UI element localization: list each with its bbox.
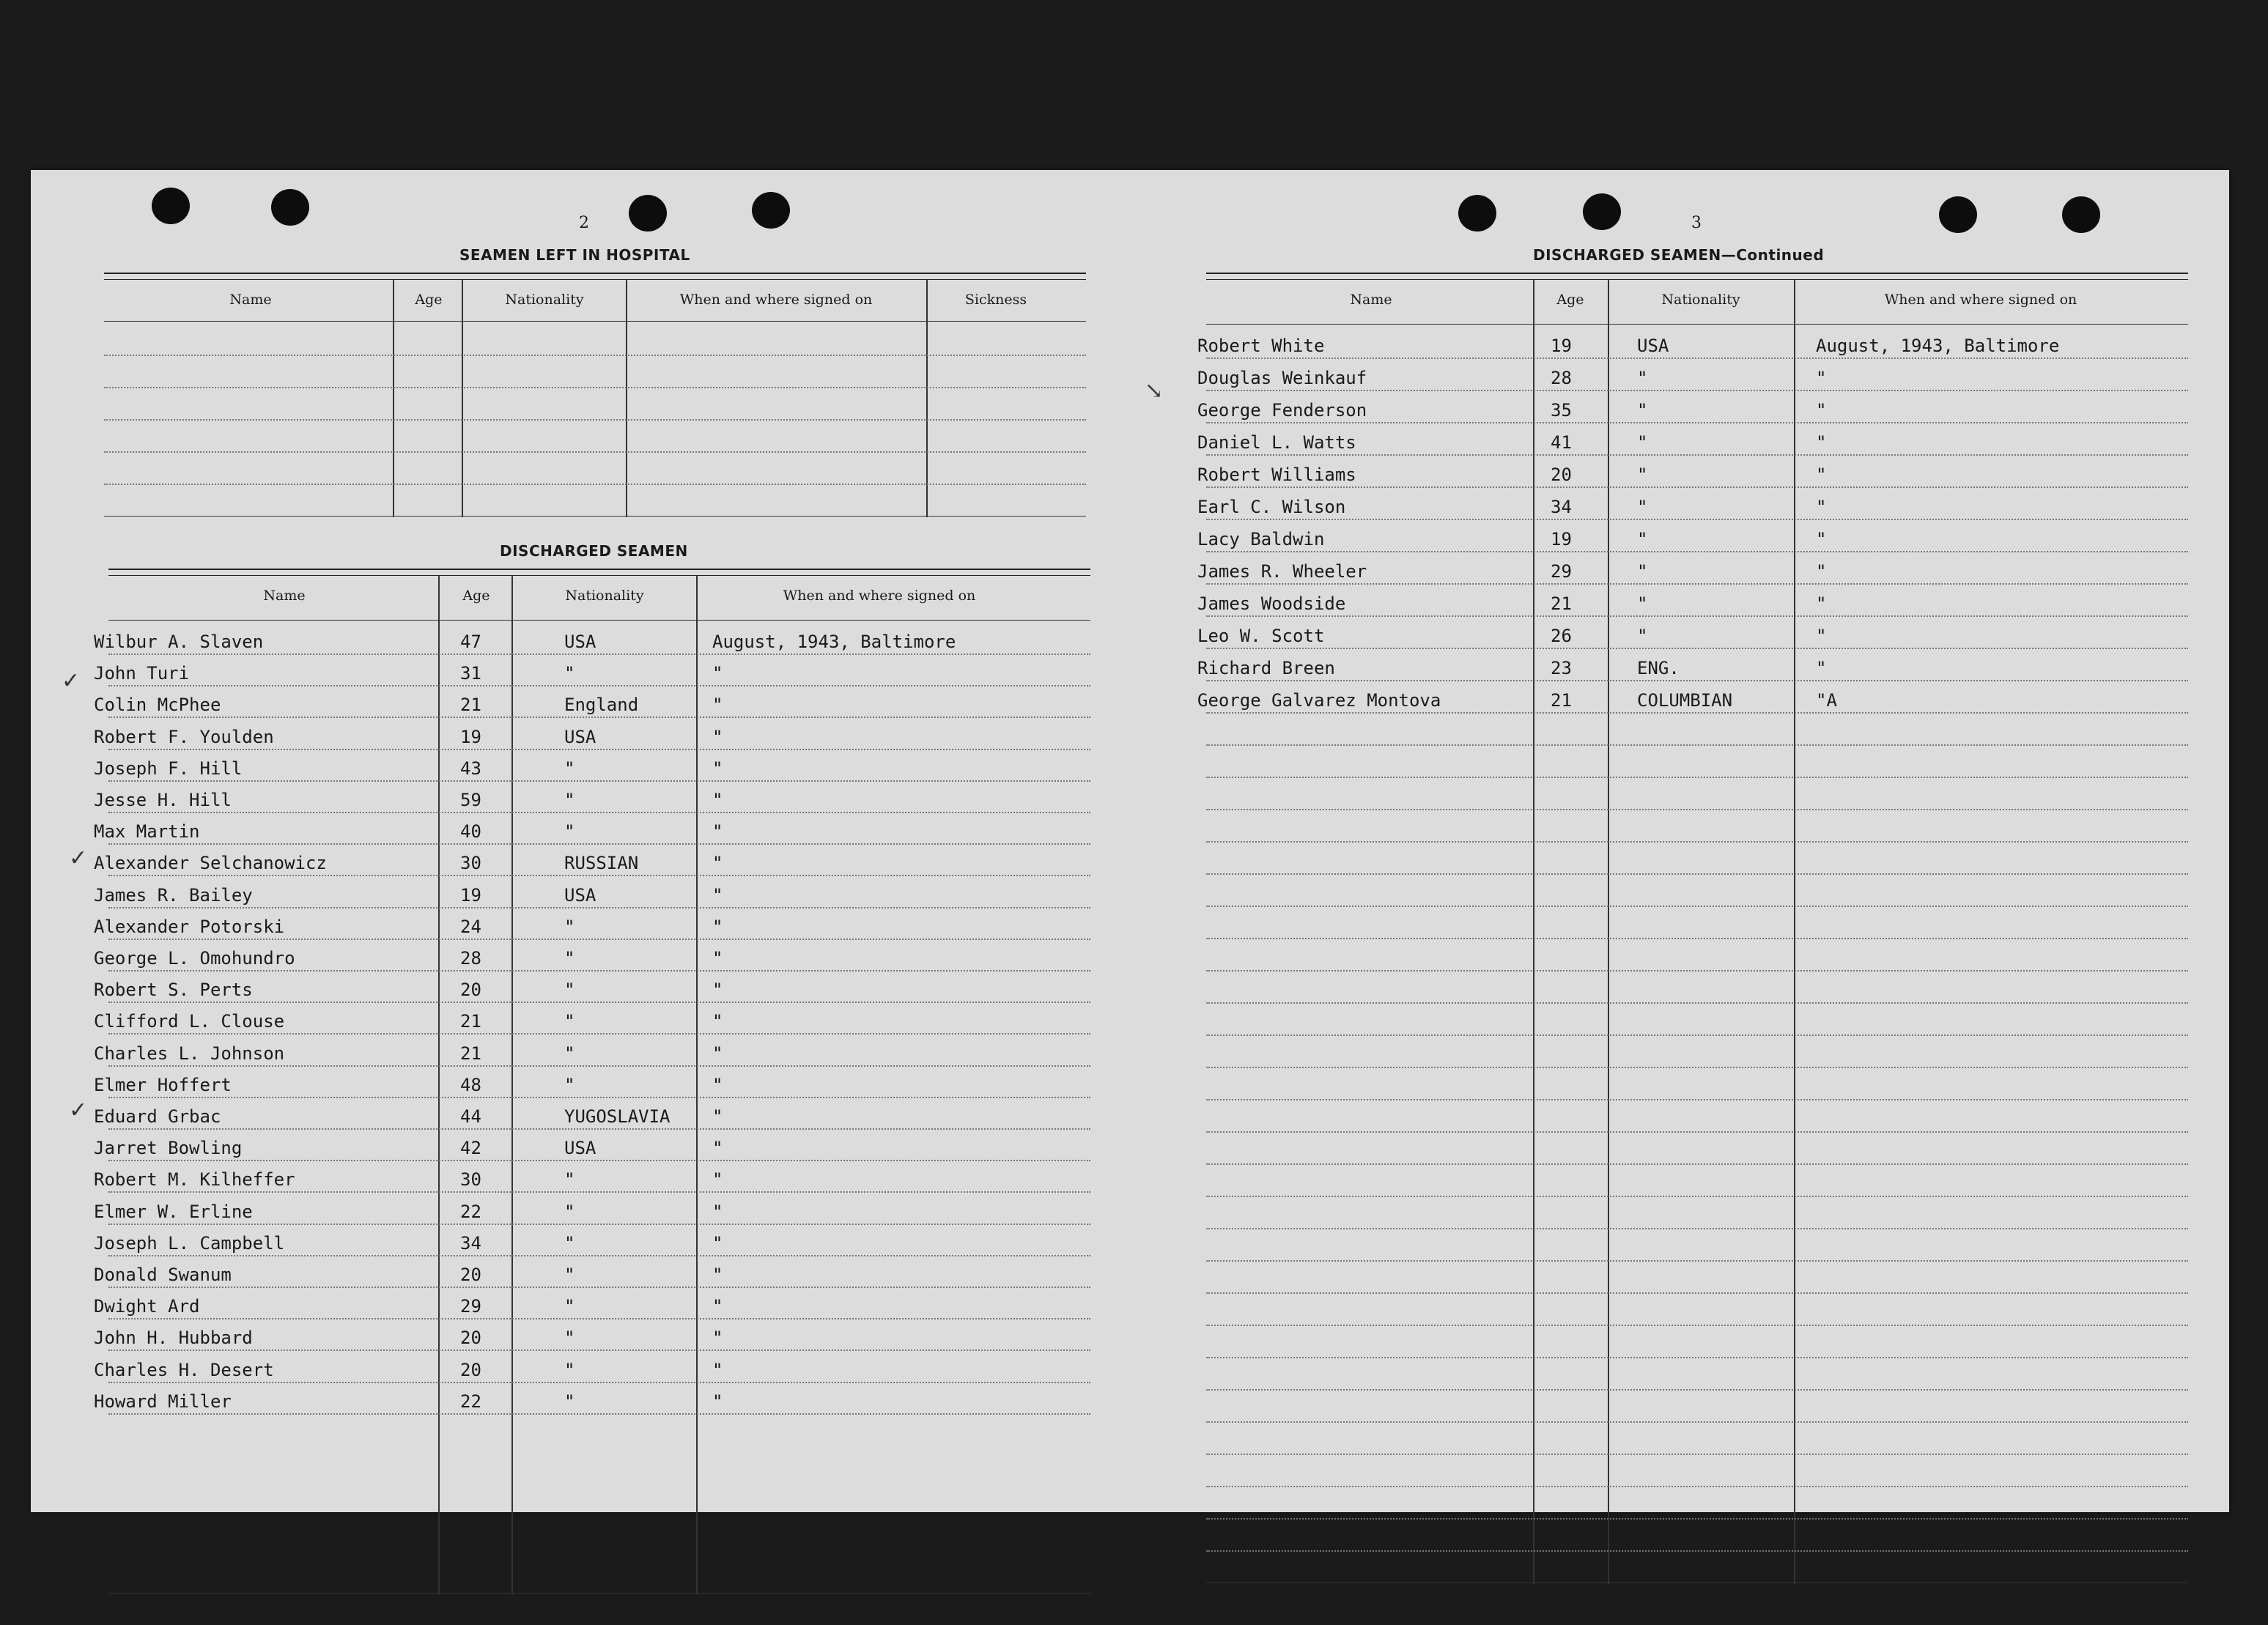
row-name: Lacy Baldwin bbox=[1197, 529, 1325, 549]
row-name: Clifford L. Clouse bbox=[94, 1011, 285, 1032]
blank-row-line bbox=[1206, 1325, 2188, 1326]
punch-hole bbox=[271, 189, 309, 226]
row-line bbox=[108, 1065, 1090, 1067]
row-line bbox=[1206, 712, 2188, 714]
col-header-when-where: When and where signed on bbox=[783, 588, 976, 604]
row-age: 23 bbox=[1551, 658, 1572, 678]
row-nationality: " bbox=[1637, 561, 1648, 582]
row-age: 20 bbox=[460, 980, 481, 1001]
row-signed-on: " bbox=[712, 1359, 723, 1380]
blank-row-line bbox=[104, 419, 1086, 421]
row-name: John Turi bbox=[94, 663, 190, 684]
row-name: Jarret Bowling bbox=[94, 1138, 243, 1159]
row-name: Jesse H. Hill bbox=[94, 790, 232, 810]
row-nationality: USA bbox=[564, 884, 596, 906]
table-header-rule bbox=[108, 620, 1090, 621]
punch-hole bbox=[2062, 196, 2100, 233]
row-age: 21 bbox=[460, 1043, 481, 1064]
blank-row-line bbox=[1206, 938, 2188, 939]
row-age: 40 bbox=[460, 821, 481, 843]
row-line bbox=[108, 970, 1090, 971]
row-signed-on: " bbox=[712, 663, 723, 684]
row-nationality: " bbox=[564, 948, 575, 969]
row-nationality: " bbox=[564, 821, 575, 843]
punch-hole bbox=[752, 192, 790, 229]
row-age: 30 bbox=[460, 853, 481, 874]
row-nationality: USA bbox=[564, 726, 596, 747]
punch-hole bbox=[1939, 196, 1977, 233]
form-number: 16—17387 bbox=[126, 1603, 178, 1613]
row-nationality: USA bbox=[564, 632, 596, 652]
row-line bbox=[1206, 615, 2188, 617]
row-nationality: " bbox=[564, 758, 575, 779]
row-age: 19 bbox=[460, 884, 481, 906]
blank-row-line bbox=[1206, 1196, 2188, 1197]
blank-row-line bbox=[1206, 1550, 2188, 1552]
row-signed-on: " bbox=[712, 916, 723, 937]
form-number: 16—17387 bbox=[1225, 1593, 1277, 1603]
row-nationality: " bbox=[564, 1201, 575, 1222]
row-line bbox=[108, 1413, 1090, 1415]
blank-row-line bbox=[1206, 873, 2188, 875]
row-age: 22 bbox=[460, 1391, 481, 1412]
row-nationality: USA bbox=[564, 1138, 596, 1159]
row-name: Earl C. Wilson bbox=[1197, 497, 1346, 517]
row-line bbox=[1206, 583, 2188, 585]
row-nationality: " bbox=[564, 1296, 575, 1317]
row-signed-on: " bbox=[712, 1296, 723, 1317]
row-nationality: " bbox=[564, 916, 575, 937]
blank-row-line bbox=[104, 484, 1086, 485]
row-age: 29 bbox=[460, 1296, 481, 1317]
blank-row-line bbox=[1206, 1454, 2188, 1455]
column-divider bbox=[626, 280, 627, 517]
hospital-section-title: SEAMEN LEFT IN HOSPITAL bbox=[459, 246, 690, 264]
column-divider bbox=[511, 576, 513, 1594]
row-signed-on: " bbox=[1816, 529, 1827, 549]
discharged-table-top-rule bbox=[108, 569, 1090, 576]
row-age: 20 bbox=[460, 1328, 481, 1349]
row-name: Robert White bbox=[1197, 336, 1325, 356]
row-name: Alexander Selchanowicz bbox=[94, 853, 327, 874]
row-line bbox=[1206, 358, 2188, 359]
row-age: 20 bbox=[460, 1359, 481, 1380]
ledger-sheet bbox=[31, 170, 2229, 1625]
row-name: Leo W. Scott bbox=[1197, 626, 1325, 646]
row-name: George Fenderson bbox=[1197, 400, 1367, 421]
blank-row-line bbox=[1206, 1099, 2188, 1100]
check-mark: ✓ bbox=[69, 845, 88, 871]
page-number: 2 bbox=[579, 214, 589, 232]
discharged-continued-title: DISCHARGED SEAMEN—Continued bbox=[1533, 246, 1825, 264]
blank-row-line bbox=[104, 387, 1086, 388]
row-signed-on: " bbox=[712, 695, 723, 716]
row-name: Daniel L. Watts bbox=[1197, 432, 1356, 453]
row-name: Howard Miller bbox=[94, 1391, 232, 1412]
blank-row-line bbox=[1206, 1260, 2188, 1262]
punch-hole bbox=[152, 188, 190, 224]
row-age: 21 bbox=[460, 695, 481, 716]
row-name: Robert F. Youlden bbox=[94, 726, 274, 747]
blank-row-line bbox=[1206, 1518, 2188, 1519]
row-line bbox=[108, 1255, 1090, 1256]
row-name: Joseph F. Hill bbox=[94, 758, 243, 779]
row-name: Robert M. Kilheffer bbox=[94, 1169, 295, 1191]
row-age: 20 bbox=[1551, 464, 1572, 485]
row-age: 41 bbox=[1551, 432, 1572, 453]
col-header-nationality: Nationality bbox=[565, 588, 644, 604]
row-age: 28 bbox=[1551, 368, 1572, 388]
table-header-rule bbox=[1206, 324, 2188, 325]
row-signed-on: " bbox=[712, 1169, 723, 1191]
row-name: Alexander Potorski bbox=[94, 916, 285, 937]
blank-row-line bbox=[1206, 1163, 2188, 1165]
row-age: 19 bbox=[1551, 336, 1572, 356]
row-nationality: " bbox=[564, 1265, 575, 1285]
row-signed-on: " bbox=[712, 1232, 723, 1254]
row-signed-on: August, 1943, Baltimore bbox=[1816, 336, 2060, 356]
row-nationality: " bbox=[1637, 593, 1648, 614]
column-divider bbox=[438, 576, 440, 1594]
row-signed-on: " bbox=[712, 1106, 723, 1127]
row-line bbox=[108, 1287, 1090, 1288]
row-name: Colin McPhee bbox=[94, 695, 221, 716]
row-line bbox=[108, 1318, 1090, 1319]
row-line bbox=[108, 1160, 1090, 1161]
row-line bbox=[108, 654, 1090, 655]
row-signed-on: " bbox=[712, 980, 723, 1001]
row-age: 29 bbox=[1551, 561, 1572, 582]
row-nationality: " bbox=[564, 1011, 575, 1032]
blank-row-line bbox=[1206, 1486, 2188, 1487]
column-divider bbox=[1608, 280, 1609, 1584]
row-age: 30 bbox=[460, 1169, 481, 1191]
row-nationality: " bbox=[564, 1043, 575, 1064]
row-nationality: " bbox=[1637, 432, 1648, 453]
col-header-when-where: When and where signed on bbox=[1884, 292, 2077, 308]
blank-row-line bbox=[1206, 970, 2188, 971]
row-signed-on: " bbox=[712, 821, 723, 843]
row-age: 21 bbox=[1551, 690, 1572, 711]
row-age: 59 bbox=[460, 790, 481, 810]
row-line bbox=[108, 939, 1090, 940]
row-name: Elmer W. Erline bbox=[94, 1201, 253, 1222]
col-header-when-where: When and where signed on bbox=[679, 292, 873, 308]
row-age: 21 bbox=[460, 1011, 481, 1032]
row-line bbox=[108, 717, 1090, 718]
row-signed-on: " bbox=[712, 790, 723, 810]
row-name: Joseph L. Campbell bbox=[94, 1232, 285, 1254]
row-signed-on: " bbox=[712, 1391, 723, 1412]
row-age: 24 bbox=[460, 916, 481, 937]
row-age: 48 bbox=[460, 1074, 481, 1095]
row-name: Richard Breen bbox=[1197, 658, 1335, 678]
row-signed-on: " bbox=[1816, 593, 1827, 614]
check-mark: ✓ bbox=[69, 1097, 88, 1123]
table-header-rule bbox=[104, 321, 1086, 322]
row-signed-on: " bbox=[712, 1265, 723, 1285]
blank-row-line bbox=[1206, 1292, 2188, 1294]
row-line bbox=[108, 843, 1090, 845]
row-signed-on: " bbox=[712, 1138, 723, 1159]
row-name: Dwight Ard bbox=[94, 1296, 200, 1317]
row-nationality: COLUMBIAN bbox=[1637, 690, 1733, 711]
row-signed-on: " bbox=[1816, 561, 1827, 582]
column-divider bbox=[1794, 280, 1795, 1584]
blank-row-line bbox=[1206, 1067, 2188, 1068]
row-signed-on: " bbox=[1816, 368, 1827, 388]
row-signed-on: August, 1943, Baltimore bbox=[712, 632, 956, 652]
row-name: Elmer Hoffert bbox=[94, 1074, 232, 1095]
row-age: 47 bbox=[460, 632, 481, 652]
blank-row-line bbox=[1206, 1357, 2188, 1358]
hospital-table-top-rule bbox=[104, 273, 1086, 280]
row-name: Max Martin bbox=[94, 821, 200, 843]
row-nationality: " bbox=[1637, 400, 1648, 421]
discharged-section-title: DISCHARGED SEAMEN bbox=[500, 542, 688, 560]
row-line bbox=[108, 1033, 1090, 1034]
row-name: Charles H. Desert bbox=[94, 1359, 274, 1380]
row-nationality: YUGOSLAVIA bbox=[564, 1106, 671, 1127]
blank-row-line bbox=[1206, 1034, 2188, 1036]
row-signed-on: " bbox=[712, 758, 723, 779]
row-line bbox=[108, 1224, 1090, 1225]
blank-row-line bbox=[104, 451, 1086, 453]
col-header-name: Name bbox=[263, 588, 306, 604]
row-signed-on: " bbox=[1816, 400, 1827, 421]
row-name: James R. Wheeler bbox=[1197, 561, 1367, 582]
row-name: Charles L. Johnson bbox=[94, 1043, 285, 1064]
row-nationality: ENG. bbox=[1637, 658, 1680, 678]
row-age: 43 bbox=[460, 758, 481, 779]
row-nationality: " bbox=[564, 1328, 575, 1349]
row-nationality: " bbox=[564, 790, 575, 810]
row-signed-on: " bbox=[712, 1011, 723, 1032]
row-name: George Galvarez Montova bbox=[1197, 690, 1441, 711]
punch-hole bbox=[629, 195, 667, 232]
row-nationality: USA bbox=[1637, 336, 1669, 356]
row-name: John H. Hubbard bbox=[94, 1328, 253, 1349]
check-mark: ✓ bbox=[62, 668, 81, 694]
row-nationality: " bbox=[1637, 626, 1648, 646]
row-signed-on: " bbox=[1816, 497, 1827, 517]
col-header-age: Age bbox=[462, 588, 490, 604]
row-name: George L. Omohundro bbox=[94, 948, 295, 969]
column-divider bbox=[393, 280, 394, 517]
row-nationality: " bbox=[1637, 529, 1648, 549]
row-signed-on: " bbox=[712, 726, 723, 747]
row-nationality: " bbox=[564, 1074, 575, 1095]
row-age: 22 bbox=[460, 1201, 481, 1222]
row-signed-on: " bbox=[1816, 626, 1827, 646]
row-nationality: " bbox=[564, 980, 575, 1001]
row-signed-on: " bbox=[1816, 464, 1827, 485]
row-name: James R. Bailey bbox=[94, 884, 253, 906]
row-signed-on: " bbox=[712, 948, 723, 969]
row-age: 42 bbox=[460, 1138, 481, 1159]
row-line bbox=[1206, 454, 2188, 456]
blank-row-line bbox=[1206, 777, 2188, 778]
row-signed-on: "A bbox=[1816, 690, 1837, 711]
col-header-nationality: Nationality bbox=[505, 292, 584, 308]
column-divider bbox=[462, 280, 463, 517]
row-line bbox=[1206, 551, 2188, 552]
row-line bbox=[1206, 390, 2188, 391]
column-divider bbox=[1533, 280, 1534, 1584]
row-age: 31 bbox=[460, 663, 481, 684]
row-line bbox=[108, 1350, 1090, 1351]
row-line bbox=[1206, 519, 2188, 520]
row-line bbox=[108, 685, 1090, 686]
row-signed-on: " bbox=[712, 853, 723, 874]
row-nationality: RUSSIAN bbox=[564, 853, 639, 874]
row-age: 34 bbox=[1551, 497, 1572, 517]
row-nationality: " bbox=[1637, 368, 1648, 388]
row-name: Donald Swanum bbox=[94, 1265, 232, 1285]
row-name: James Woodside bbox=[1197, 593, 1346, 614]
col-header-age: Age bbox=[415, 292, 443, 308]
blank-row-line bbox=[1206, 1421, 2188, 1423]
row-age: 26 bbox=[1551, 626, 1572, 646]
row-nationality: " bbox=[564, 1232, 575, 1254]
row-age: 19 bbox=[1551, 529, 1572, 549]
page-number: 3 bbox=[1691, 214, 1702, 232]
table-bottom-rule bbox=[104, 516, 1086, 517]
row-line bbox=[1206, 680, 2188, 681]
row-nationality: " bbox=[1637, 464, 1648, 485]
row-age: 19 bbox=[460, 726, 481, 747]
blank-row-line bbox=[1206, 906, 2188, 907]
row-line bbox=[1206, 648, 2188, 649]
row-signed-on: " bbox=[1816, 658, 1827, 678]
row-nationality: England bbox=[564, 695, 639, 716]
row-line bbox=[108, 812, 1090, 813]
blank-row-line bbox=[1206, 1131, 2188, 1133]
row-age: 20 bbox=[460, 1265, 481, 1285]
row-nationality: " bbox=[564, 663, 575, 684]
row-line bbox=[1206, 422, 2188, 423]
column-divider bbox=[696, 576, 698, 1594]
row-nationality: " bbox=[564, 1169, 575, 1191]
row-line bbox=[108, 907, 1090, 908]
row-nationality: " bbox=[1637, 497, 1648, 517]
row-line bbox=[108, 780, 1090, 782]
col-header-nationality: Nationality bbox=[1661, 292, 1740, 308]
blank-row-line bbox=[1206, 1389, 2188, 1391]
row-signed-on: " bbox=[712, 884, 723, 906]
row-line bbox=[108, 1128, 1090, 1130]
row-name: Douglas Weinkauf bbox=[1197, 368, 1367, 388]
row-signed-on: " bbox=[1816, 432, 1827, 453]
punch-hole bbox=[1583, 193, 1621, 230]
punch-hole bbox=[1458, 195, 1496, 232]
column-divider bbox=[926, 280, 928, 517]
row-age: 34 bbox=[460, 1232, 481, 1254]
blank-row-line bbox=[1206, 841, 2188, 843]
blank-row-line bbox=[1206, 1002, 2188, 1004]
row-line bbox=[1206, 486, 2188, 488]
row-name: Robert S. Perts bbox=[94, 980, 253, 1001]
row-name: Wilbur A. Slaven bbox=[94, 632, 264, 652]
row-line bbox=[108, 749, 1090, 750]
continued-note: [CONTINUED ON NEXT PAGE] bbox=[879, 1615, 1022, 1625]
row-line bbox=[108, 1191, 1090, 1193]
row-line bbox=[108, 1002, 1090, 1003]
col-header-name: Name bbox=[1350, 292, 1392, 308]
row-nationality: " bbox=[564, 1359, 575, 1380]
row-signed-on: " bbox=[712, 1043, 723, 1064]
row-nationality: " bbox=[564, 1391, 575, 1412]
col-header-sickness: Sickness bbox=[964, 292, 1027, 308]
col-header-name: Name bbox=[229, 292, 272, 308]
row-age: 21 bbox=[1551, 593, 1572, 614]
blank-row-line bbox=[104, 355, 1086, 356]
check-mark: ↘ bbox=[1145, 378, 1164, 404]
row-signed-on: " bbox=[712, 1201, 723, 1222]
row-name: Eduard Grbac bbox=[94, 1106, 221, 1127]
col-header-age: Age bbox=[1556, 292, 1584, 308]
row-line bbox=[108, 875, 1090, 876]
blank-row-line bbox=[1206, 809, 2188, 810]
row-age: 35 bbox=[1551, 400, 1572, 421]
row-line bbox=[108, 1382, 1090, 1383]
blank-row-line bbox=[1206, 744, 2188, 746]
row-signed-on: " bbox=[712, 1328, 723, 1349]
row-name: Robert Williams bbox=[1197, 464, 1356, 485]
row-age: 44 bbox=[460, 1106, 481, 1127]
row-signed-on: " bbox=[712, 1074, 723, 1095]
row-line bbox=[108, 1097, 1090, 1098]
blank-row-line bbox=[1206, 1228, 2188, 1229]
row-age: 28 bbox=[460, 948, 481, 969]
right-table-top-rule bbox=[1206, 273, 2188, 280]
